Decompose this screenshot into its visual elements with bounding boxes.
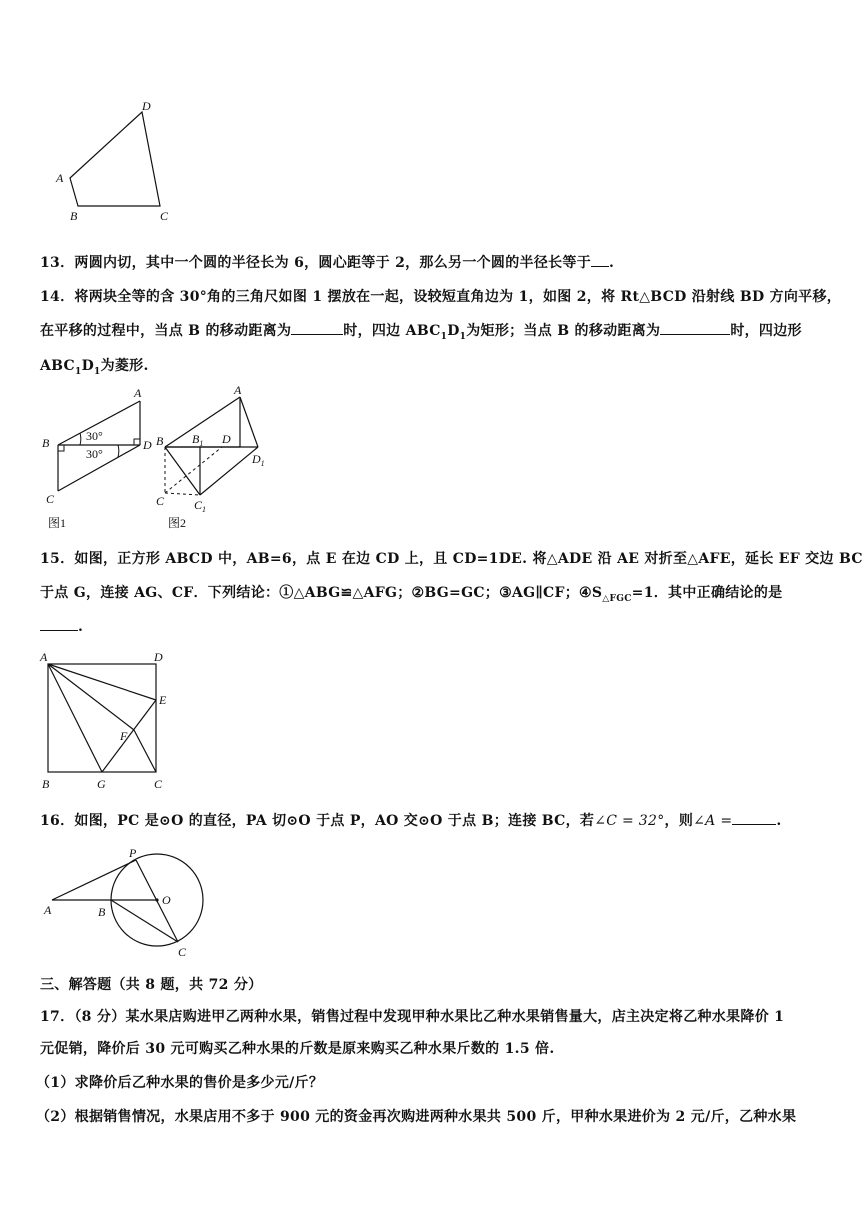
q14-text-3a: ABC bbox=[40, 358, 75, 374]
q15-text-2a: 于点 G，连接 AG、CF．下列结论：①△ABG≌△AFG；②BG=GC；③AG∥CF；④S bbox=[40, 585, 603, 601]
q15-sub: △FGC bbox=[602, 593, 632, 604]
section-3-title: 三、解答题（共 8 题，共 72 分） bbox=[40, 977, 263, 993]
q14-text-2c: D bbox=[447, 323, 460, 339]
q15-label-d: D bbox=[154, 650, 163, 664]
fig2-label-c: C bbox=[156, 494, 165, 508]
fig2-label-b: B bbox=[156, 434, 164, 448]
fig1-label-d: D bbox=[143, 438, 152, 452]
q14-text-2d: 为矩形；当点 B 的移动距离为 bbox=[466, 323, 661, 339]
q14-answer-blank-1[interactable] bbox=[291, 322, 343, 335]
q14-sub: 1 bbox=[459, 331, 467, 342]
question-17-line1: 17．（8 分）某水果店购进甲乙两种水果，销售过程中发现甲种水果比乙种水果销售量大，店主决定将乙种水果降价 1 bbox=[40, 1009, 785, 1025]
q16-label-b: B bbox=[98, 905, 106, 919]
q14-sub: 1 bbox=[75, 366, 82, 377]
label-a: A bbox=[56, 171, 64, 185]
fig1-caption: 图1 bbox=[48, 516, 67, 530]
q16-condition: ∠C = 32° bbox=[594, 813, 665, 829]
question-17-part1: （1）求降价后乙种水果的售价是多少元/斤？ bbox=[36, 1075, 324, 1091]
q15-figure-square bbox=[36, 646, 186, 800]
q16-label-p: P bbox=[129, 846, 137, 860]
q15-end: . bbox=[78, 619, 84, 635]
q14-text-3c: 为菱形. bbox=[100, 358, 149, 374]
q16-label-a: A bbox=[44, 903, 52, 917]
q15-label-b: B bbox=[42, 777, 50, 791]
fig2-label-a: A bbox=[234, 383, 242, 397]
label-c: C bbox=[160, 209, 169, 223]
q14-text-2b: 时，四边 ABC bbox=[343, 323, 441, 339]
q13-text: 两圆内切，其中一个圆的半径长为 6，圆心距等于 2，那么另一个圆的半径长等于 bbox=[74, 255, 592, 271]
q14-sub: 1 bbox=[440, 331, 448, 342]
q16-text-a: 如图，PC 是⊙O 的直径，PA 切⊙O 于点 P，AO 交⊙O 于点 B；连接 BC，若 bbox=[74, 813, 595, 829]
question-14-line3 bbox=[40, 355, 149, 377]
q15-number: 15． bbox=[40, 551, 75, 567]
fig2-caption: 图2 bbox=[168, 516, 187, 530]
figure-quadrilateral-abcd bbox=[50, 96, 190, 230]
q14-text-2a: 在平移的过程中，当点 B 的移动距离为 bbox=[40, 323, 292, 339]
fig2-label-c1: $C_1$ bbox=[194, 498, 207, 514]
question-15-line2 bbox=[40, 582, 782, 604]
question-14-line2 bbox=[40, 320, 802, 342]
q16-label-c: C bbox=[178, 945, 187, 959]
fig1-label-c: C bbox=[46, 492, 55, 506]
q13-answer-blank[interactable] bbox=[591, 254, 609, 267]
q14-number: 14． bbox=[40, 289, 75, 305]
q14-answer-blank-2[interactable] bbox=[660, 322, 730, 335]
label-d: D bbox=[142, 99, 151, 113]
label-b: B bbox=[70, 209, 78, 223]
fig2-label-d: D bbox=[222, 432, 231, 446]
q16-label-o: O bbox=[162, 893, 171, 907]
q14-text-3b: D bbox=[81, 358, 95, 374]
fig2-label-b1: $B_1$ bbox=[192, 432, 204, 448]
fig1-label-a: A bbox=[134, 386, 142, 400]
q14-figure-2 bbox=[150, 383, 280, 537]
q14-sub: 1 bbox=[94, 366, 101, 377]
q15-text-1: 如图，正方形 ABCD 中，AB=6，点 E 在边 CD 上，且 CD=1DE. 将△ADE 沿 AE 对折至△AFE，延长 EF 交边 BC bbox=[74, 551, 863, 567]
q16-figure-circle bbox=[40, 846, 220, 970]
q16-number: 16． bbox=[40, 813, 75, 829]
q14-text-2e: 时，四边形 bbox=[730, 323, 802, 339]
q15-answer-blank[interactable] bbox=[40, 618, 78, 631]
question-17-part2: （2）根据销售情况，水果店用不多于 900 元的资金再次购进两种水果共 500 斤，甲种水果进价为 2 元/斤，乙种水果 bbox=[36, 1109, 797, 1125]
question-16 bbox=[40, 810, 782, 830]
question-15-line3 bbox=[40, 618, 83, 635]
question-14-line1 bbox=[40, 286, 841, 306]
q14-figure-1 bbox=[38, 383, 158, 537]
q15-label-g: G bbox=[97, 777, 106, 791]
q16-ask: ∠A = bbox=[693, 813, 733, 829]
fig1-angle-2: 30° bbox=[86, 447, 103, 461]
q15-label-f: F bbox=[120, 729, 128, 743]
q16-text-b: ，则 bbox=[664, 813, 694, 829]
q16-end: . bbox=[776, 813, 782, 829]
fig1-angle-1: 30° bbox=[86, 429, 103, 443]
q15-text-2b: =1．其中正确结论的是 bbox=[631, 585, 783, 601]
q15-label-c: C bbox=[154, 777, 163, 791]
fig2-label-d1: $D_1$ bbox=[252, 452, 265, 468]
q13-end: . bbox=[609, 255, 615, 271]
fig1-label-b: B bbox=[42, 436, 50, 450]
question-15-line1 bbox=[40, 548, 863, 568]
q15-label-a: A bbox=[40, 650, 48, 664]
q16-answer-blank[interactable] bbox=[732, 812, 776, 825]
question-13 bbox=[40, 252, 614, 272]
q15-label-e: E bbox=[159, 693, 167, 707]
q13-number: 13． bbox=[40, 255, 75, 271]
question-17-line2: 元促销，降价后 30 元可购买乙种水果的斤数是原来购买乙种水果斤数的 1.5 倍. bbox=[40, 1041, 555, 1057]
q14-text-1: 将两块全等的含 30°角的三角尺如图 1 摆放在一起，设较短直角边为 1，如图 2，将 Rt△BCD 沿射线 BD 方向平移， bbox=[74, 289, 842, 305]
